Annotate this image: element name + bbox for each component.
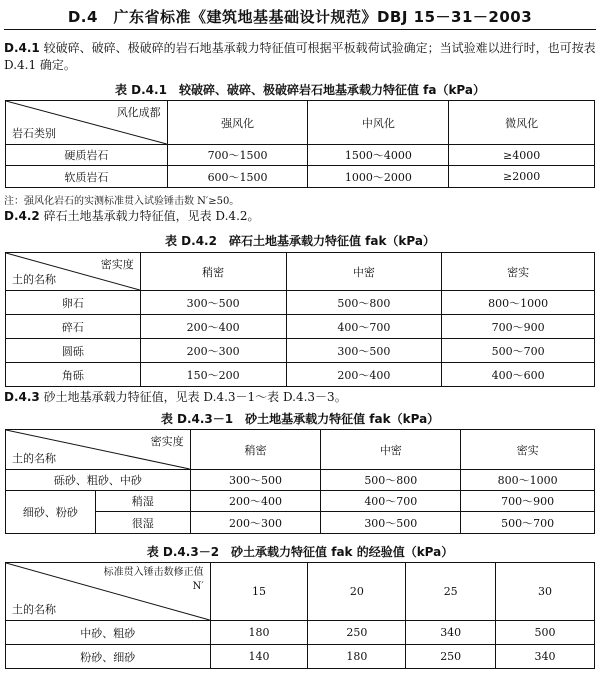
table-d42-row-label: 碎石 — [6, 315, 141, 339]
table-d431-col-header: 稍密 — [190, 430, 321, 470]
table-d432-col-header: 15 — [210, 563, 308, 621]
table-d42-corner-top: 密实度 — [100, 258, 134, 271]
table-d41-col-header: 强风化 — [167, 101, 308, 145]
table-d432-col-header: 30 — [496, 563, 595, 621]
table-d431-col-header: 中密 — [321, 430, 461, 470]
table-d431-cell: 500～700 — [461, 512, 595, 534]
table-d42-corner — [6, 253, 141, 291]
table-d41-cell: 700～1500 — [167, 145, 308, 166]
table-d432 — [5, 562, 595, 669]
table-d42-row-label: 角砾 — [6, 363, 141, 387]
table-d42-col-header: 稍密 — [140, 253, 286, 291]
table-d431-cell: 300～500 — [321, 512, 461, 534]
table-d42-cell: 400～700 — [286, 315, 442, 339]
table-d42-cell: 300～500 — [140, 291, 286, 315]
section-d43-paragraph — [4, 389, 596, 406]
section-d43-number: D.4.3 — [4, 390, 40, 404]
table-d42-cell: 500～700 — [442, 339, 595, 363]
table-d432-caption: 表 D.4.3－2 砂土承载力特征值 fak 的经验值（kPa） — [146, 545, 454, 559]
section-d42-number: D.4.2 — [4, 209, 40, 223]
table-d41-caption: 表 D.4.1 较破碎、破碎、极破碎岩石地基承载力特征值 fa（kPa） — [114, 83, 485, 97]
table-d42-col-header: 中密 — [286, 253, 442, 291]
table-d432-cell: 340 — [406, 621, 496, 645]
table-d42-row-label: 卵石 — [6, 291, 141, 315]
table-d431-cell: 700～900 — [461, 491, 595, 512]
table-d432-cell: 140 — [210, 645, 308, 669]
table-d431-row-label: 砾砂、粗砂、中砂 — [6, 470, 191, 491]
table-d41-corner-top: 风化成都 — [116, 106, 161, 119]
section-d42-text: 碎石土地基承载力特征值，见表 D.4.2。 — [43, 209, 260, 223]
page-header: D.4 广东省标准《建筑地基基础设计规范》DBJ 15－31－2003 — [67, 8, 533, 26]
table-d42-cell: 200～400 — [286, 363, 442, 387]
table-d432-corner-top — [104, 566, 204, 594]
section-d43-text: 砂土地基承载力特征值，见表 D.4.3－1～表 D.4.3－3。 — [43, 390, 347, 404]
table-d41-cell: ≥4000 — [449, 145, 595, 166]
table-d42-cell: 300～500 — [286, 339, 442, 363]
table-d431-cell: 500～800 — [321, 470, 461, 491]
table-d432-col-header: 25 — [406, 563, 496, 621]
table-d431-cell: 200～300 — [190, 512, 321, 534]
table-d432-corner-top-line1: 标准贯入锤击数修正值 — [103, 567, 204, 578]
table-d41-row-label: 硬质岩石 — [6, 145, 168, 166]
section-d42-paragraph — [4, 208, 596, 225]
table-d42-cell: 200～400 — [140, 315, 286, 339]
table-d431 — [5, 429, 595, 534]
table-d431-caption: 表 D.4.3－1 砂土地基承载力特征值 fak（kPa） — [160, 412, 440, 426]
table-d431-group-label: 细砂、粉砂 — [6, 491, 96, 534]
section-d41-text: 较破碎、破碎、极破碎的岩石地基承载力特征值可根据平板载荷试验确定；当试验难以进行时，也可按表 D.4.1 确定。 — [4, 41, 596, 72]
table-d431-corner-top: 密实度 — [150, 435, 184, 448]
table-d431-subrow-label: 稍湿 — [95, 491, 190, 512]
table-d432-col-header: 20 — [308, 563, 406, 621]
table-d432-corner — [6, 563, 211, 621]
table-d41-cell: 1000～2000 — [308, 166, 449, 188]
table-d431-cell: 200～400 — [190, 491, 321, 512]
table-d432-cell: 250 — [308, 621, 406, 645]
table-d42-cell: 150～200 — [140, 363, 286, 387]
table-d432-cell: 340 — [496, 645, 595, 669]
table-d431-subrow-label: 很湿 — [95, 512, 190, 534]
table-d42-corner-bottom: 土的名称 — [12, 273, 56, 286]
table-d41-note: 注：强风化岩石的实测标准贯入试验锤击数 N′≥50。 — [4, 196, 240, 207]
table-d42-cell: 500～800 — [286, 291, 442, 315]
table-d431-cell: 800～1000 — [461, 470, 595, 491]
table-d431-corner — [6, 430, 191, 470]
table-d431-cell: 300～500 — [190, 470, 321, 491]
table-d41-corner-bottom: 岩石类别 — [12, 127, 56, 140]
table-d42-cell: 800～1000 — [442, 291, 595, 315]
table-d42-cell: 700～900 — [442, 315, 595, 339]
table-d42-cell: 400～600 — [442, 363, 595, 387]
table-d41-row-label: 软质岩石 — [6, 166, 168, 188]
table-d41-corner — [6, 101, 168, 145]
table-d41-cell: ≥2000 — [449, 166, 595, 188]
table-d42-row-label: 圆砾 — [6, 339, 141, 363]
table-d432-row-label: 粉砂、细砂 — [6, 645, 211, 669]
table-d432-row-label: 中砂、粗砂 — [6, 621, 211, 645]
table-d432-cell: 250 — [406, 645, 496, 669]
table-d431-corner-bottom: 土的名称 — [12, 452, 56, 465]
table-d42 — [5, 252, 595, 387]
table-d41 — [5, 100, 595, 188]
table-d41-cell: 600～1500 — [167, 166, 308, 188]
header-rule — [4, 29, 596, 30]
table-d432-cell: 500 — [496, 621, 595, 645]
table-d432-cell: 180 — [210, 621, 308, 645]
table-d42-cell: 200～300 — [140, 339, 286, 363]
table-d432-corner-top-line2: N′ — [192, 581, 204, 592]
section-d41-paragraph — [4, 40, 596, 74]
table-d431-col-header: 密实 — [461, 430, 595, 470]
table-d42-caption: 表 D.4.2 碎石土地基承载力特征值 fak（kPa） — [165, 234, 435, 248]
table-d42-col-header: 密实 — [442, 253, 595, 291]
table-d432-cell: 180 — [308, 645, 406, 669]
table-d431-cell: 400～700 — [321, 491, 461, 512]
table-d41-cell: 1500～4000 — [308, 145, 449, 166]
section-d41-number: D.4.1 — [4, 41, 40, 55]
table-d41-col-header: 微风化 — [449, 101, 595, 145]
table-d41-col-header: 中风化 — [308, 101, 449, 145]
table-d432-corner-bottom: 土的名称 — [12, 603, 56, 616]
